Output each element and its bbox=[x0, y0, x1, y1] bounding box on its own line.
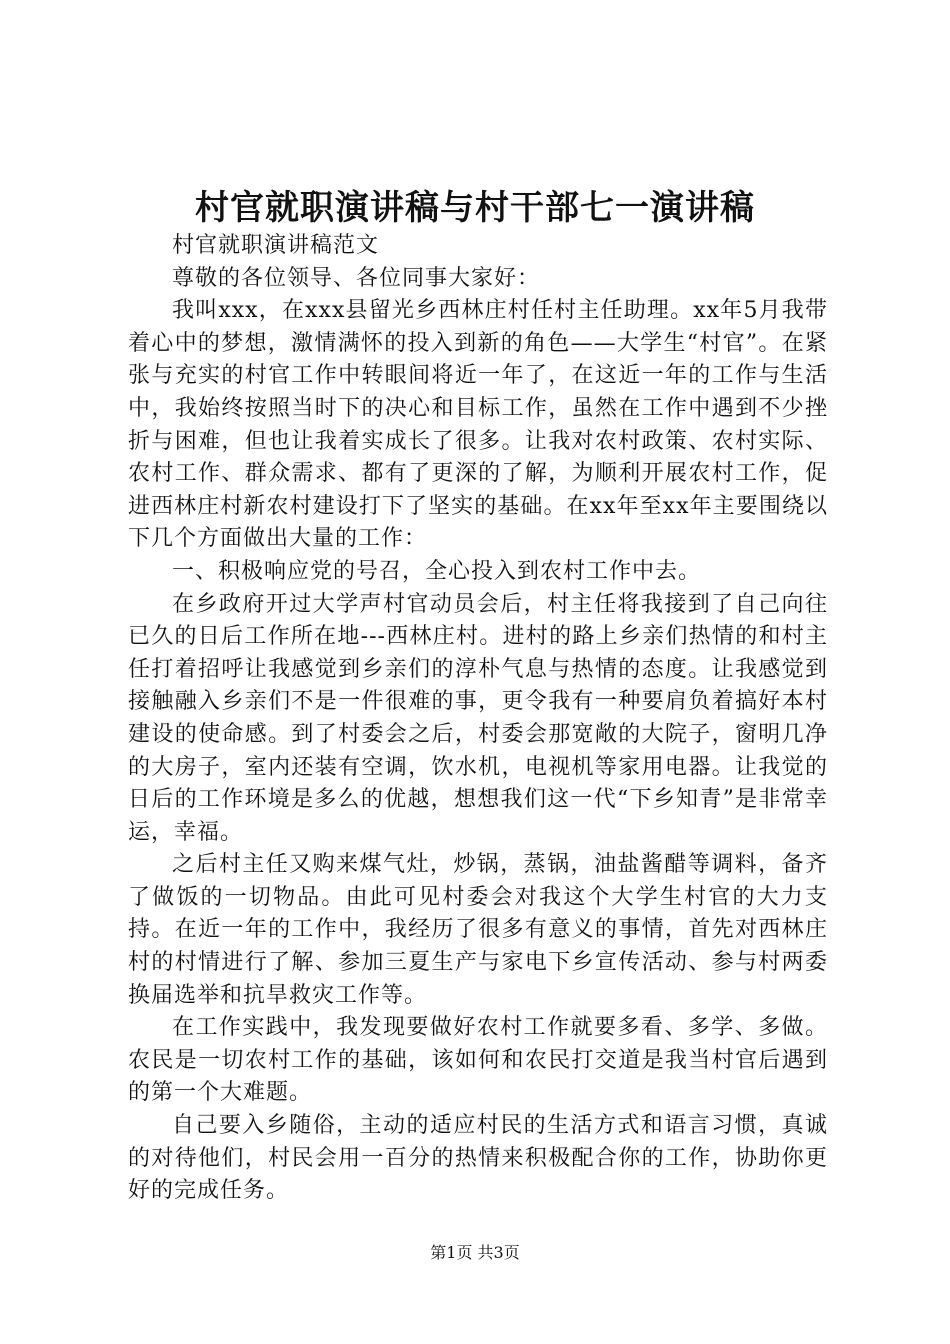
paragraph: 之后村主任又购来煤气灶，炒锅，蒸锅，油盐酱醋等调料，备齐了做饭的一切物品。由此可见村委会对我这个大学生村官的大力支持。在近一年的工作中，我经历了很多有意义的事情，首先对西林庄村的村情进行了解、参加三夏生产与家电下乡宣传活动、参与村两委换届选举和抗旱救灾工作等。 bbox=[128, 852, 828, 1008]
document-title: 村官就职演讲稿与村干部七一演讲稿 bbox=[195, 188, 755, 228]
paragraph: 尊敬的各位领导、各位同事大家好： bbox=[172, 265, 541, 291]
paragraph: 在工作实践中，我发现要做好农村工作就要多看、多学、多做。农民是一切农村工作的基础，该如何和农民打交道是我当村官后遇到的第一个大难题。 bbox=[128, 1015, 828, 1106]
paragraph: 自己要入乡随俗，主动的适应村民的生活方式和语言习惯，真诚的对待他们，村民会用一百分的热情来积极配合你的工作，协助你更好的完成任务。 bbox=[128, 1113, 828, 1204]
document-body bbox=[128, 230, 828, 1208]
paragraph: 我叫xxx，在xxx县留光乡西林庄村任村主任助理。xx年5月我带着心中的梦想，激情满怀的投入到新的角色——大学生“村官”。在紧张与充实的村官工作中转眼间将近一年了，在这近一年的工作与生活中，我始终按照当时下的决心和目标工作，虽然在工作中遇到不少挫折与困难，但也让我着实成长了很多。让我对农村政策、农村实际、农村工作、群众需求、都有了更深的了解，为顺利开展农村工作，促进西林庄村新农村建设打下了坚实的基础。在xx年至xx年主要围绕以下几个方面做出大量的工作： bbox=[128, 298, 828, 552]
paragraph: 在乡政府开过大学声村官动员会后，村主任将我接到了自己向往已久的日后工作所在地---西林庄村。进村的路上乡亲们热情的和村主任打着招呼让我感觉到乡亲们的淳朴气息与热情的态度。让我感觉到接触融入乡亲们不是一件很难的事，更令我有一种要肩负着搞好本村建设的使命感。到了村委会之后，村委会那宽敞的大院子，窗明几净的大房子，室内还装有空调，饮水机，电视机等家用电器。让我觉的日后的工作环境是多么的优越，想想我们这一代“下乡知青”是非常幸运，幸福。 bbox=[128, 591, 828, 845]
paragraph: 村官就职演讲稿范文 bbox=[172, 233, 380, 258]
paragraph: 一、积极响应党的号召，全心投入到农村工作中去。 bbox=[172, 558, 702, 584]
page-footer: 第1页 共3页 bbox=[430, 1243, 520, 1262]
